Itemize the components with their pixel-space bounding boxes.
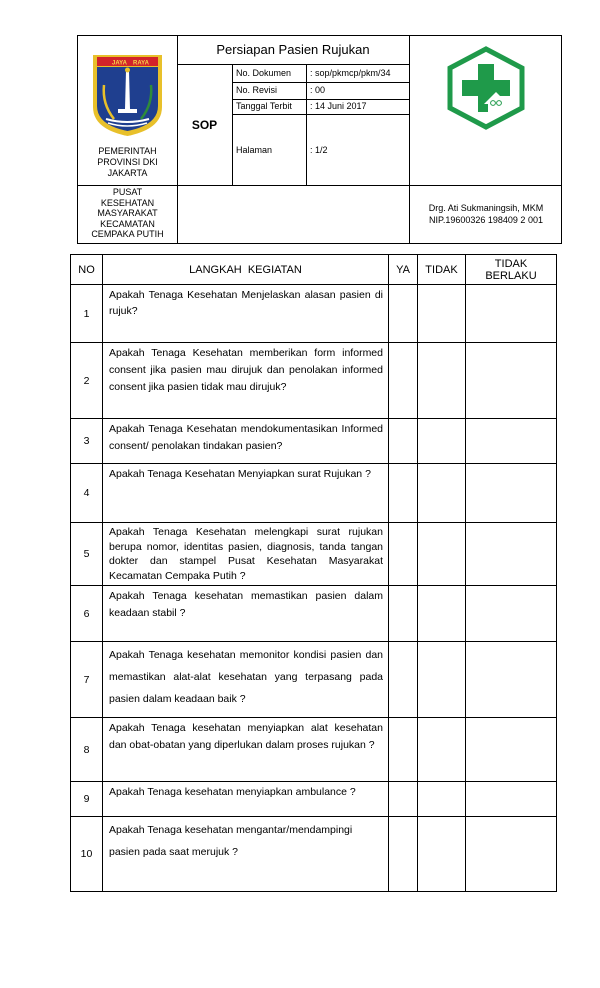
table-row <box>71 464 557 523</box>
table-row <box>71 285 557 343</box>
field-label-dokumen: No. Dokumen <box>236 68 292 78</box>
col-header-tidak-berlaku: TIDAK BERLAKU <box>466 255 557 285</box>
row-question: Apakah Tenaga Kesehatan memberikan form informed consent jika pasien mau dirujuk dan penolakan informed consent jika pasien tidak mau dirujuk? <box>103 343 389 419</box>
answer-tidak-cell[interactable] <box>418 419 466 464</box>
jakarta-crest-logo <box>90 49 165 137</box>
document-title: Persiapan Pasien Rujukan <box>216 42 370 57</box>
answer-tidak-berlaku-cell[interactable] <box>466 343 557 419</box>
answer-tidak-cell[interactable] <box>418 285 466 343</box>
row-question: Apakah Tenaga kesehatan menyiapkan alat kesehatan dan obat-obatan yang diperlukan dalam proses rujukan ? <box>103 718 389 782</box>
answer-tidak-cell[interactable] <box>418 586 466 642</box>
puskesmas-name-line-3: MASYARAKAT <box>97 208 158 219</box>
answer-tidak-berlaku-cell[interactable] <box>466 782 557 817</box>
answer-tidak-cell[interactable] <box>418 343 466 419</box>
col-header-ya: YA <box>389 255 418 285</box>
row-number: 1 <box>71 285 103 343</box>
table-row <box>71 523 557 586</box>
answer-ya-cell[interactable] <box>389 419 418 464</box>
col-header-langkah: LANGKAH KEGIATAN <box>103 255 389 285</box>
table-row <box>71 718 557 782</box>
row-number: 9 <box>71 782 103 817</box>
row-question: Apakah Tenaga kesehatan memonitor kondisi pasien dan memastikan alat-alat kesehatan yang terpasang pada pasien dalam keadaan baik ? <box>103 642 389 718</box>
row-question: Apakah Tenaga Kesehatan melengkapi surat rujukan berupa nomor, identitas pasien, diagnosis, tanda tangan dokter dan stampel Pusat Kesehatan Masyarakat Kecamatan Cempaka Putih ? <box>103 523 389 586</box>
col-header-no: NO <box>71 255 103 285</box>
answer-tidak-cell[interactable] <box>418 464 466 523</box>
sop-label: SOP <box>191 118 218 132</box>
row-number: 10 <box>71 817 103 892</box>
table-header-row <box>71 255 557 285</box>
signatory <box>410 202 562 226</box>
answer-tidak-berlaku-cell[interactable] <box>466 464 557 523</box>
row-question: Apakah Tenaga kesehatan menyiapkan ambulance ? <box>103 782 389 817</box>
answer-tidak-berlaku-cell[interactable] <box>466 718 557 782</box>
table-row <box>71 419 557 464</box>
field-value-revisi: : 00 <box>310 85 326 95</box>
answer-ya-cell[interactable] <box>389 718 418 782</box>
answer-tidak-cell[interactable] <box>418 782 466 817</box>
crest-motto-right: RAYA <box>133 60 149 67</box>
row-number: 3 <box>71 419 103 464</box>
answer-tidak-cell[interactable] <box>418 523 466 586</box>
answer-tidak-cell[interactable] <box>418 718 466 782</box>
answer-ya-cell[interactable] <box>389 782 418 817</box>
row-question: Apakah Tenaga Kesehatan Menjelaskan alasan pasien di rujuk? <box>103 285 389 343</box>
field-value-tanggal: : 14 Juni 2017 <box>310 101 367 111</box>
puskesmas-name-line-2: KESEHATAN <box>100 197 155 208</box>
answer-tidak-berlaku-cell[interactable] <box>466 642 557 718</box>
row-number: 8 <box>71 718 103 782</box>
answer-ya-cell[interactable] <box>389 642 418 718</box>
field-label-revisi: No. Revisi <box>236 85 278 95</box>
table-row <box>71 343 557 419</box>
col-header-tidak: TIDAK <box>418 255 466 285</box>
row-number: 7 <box>71 642 103 718</box>
answer-ya-cell[interactable] <box>389 343 418 419</box>
row-number: 4 <box>71 464 103 523</box>
row-question: Apakah Tenaga kesehatan mengantar/mendampingi pasien pada saat merujuk ? <box>103 817 389 892</box>
answer-tidak-cell[interactable] <box>418 817 466 892</box>
puskesmas-logo <box>444 46 528 130</box>
answer-ya-cell[interactable] <box>389 285 418 343</box>
answer-tidak-berlaku-cell[interactable] <box>466 285 557 343</box>
table-row <box>71 586 557 642</box>
gov-name-line-1: PEMERINTAH <box>98 146 157 156</box>
field-value-halaman: : 1/2 <box>310 145 328 155</box>
crest-motto-left: JAYA <box>112 60 127 67</box>
answer-ya-cell[interactable] <box>389 586 418 642</box>
answer-ya-cell[interactable] <box>389 817 418 892</box>
signatory-name: Drg. Ati Sukmaningsih, MKM <box>428 203 544 213</box>
row-number: 6 <box>71 586 103 642</box>
sop-header <box>77 35 562 244</box>
puskesmas-name-line-4: KECAMATAN <box>100 218 155 229</box>
answer-ya-cell[interactable] <box>389 523 418 586</box>
answer-tidak-berlaku-cell[interactable] <box>466 817 557 892</box>
checklist-table <box>70 254 557 892</box>
table-row <box>71 782 557 817</box>
field-label-halaman: Halaman <box>236 145 273 155</box>
row-question: Apakah Tenaga Kesehatan mendokumentasikan Informed consent/ penolakan tindakan pasien? <box>103 419 389 464</box>
puskesmas-name-line-1: PUSAT <box>112 187 143 197</box>
signatory-nip: NIP.19600326 198409 2 001 <box>429 215 543 225</box>
field-value-dokumen: : sop/pkmcp/pkm/34 <box>310 68 391 78</box>
answer-tidak-berlaku-cell[interactable] <box>466 523 557 586</box>
table-row <box>71 817 557 892</box>
answer-tidak-cell[interactable] <box>418 642 466 718</box>
answer-tidak-berlaku-cell[interactable] <box>466 419 557 464</box>
field-label-tanggal: Tanggal Terbit <box>236 101 292 111</box>
row-number: 2 <box>71 343 103 419</box>
row-number: 5 <box>71 523 103 586</box>
gov-name-line-3: JAKARTA <box>107 168 148 178</box>
puskesmas-name <box>78 187 177 240</box>
gov-name <box>78 146 177 179</box>
row-question: Apakah Tenaga kesehatan memastikan pasien dalam keadaan stabil ? <box>103 586 389 642</box>
gov-name-line-2: PROVINSI DKI <box>97 157 158 167</box>
puskesmas-name-line-5: CEMPAKA PUTIH <box>91 229 164 240</box>
answer-ya-cell[interactable] <box>389 464 418 523</box>
table-row <box>71 642 557 718</box>
row-question: Apakah Tenaga Kesehatan Menyiapkan surat Rujukan ? <box>103 464 389 523</box>
answer-tidak-berlaku-cell[interactable] <box>466 586 557 642</box>
